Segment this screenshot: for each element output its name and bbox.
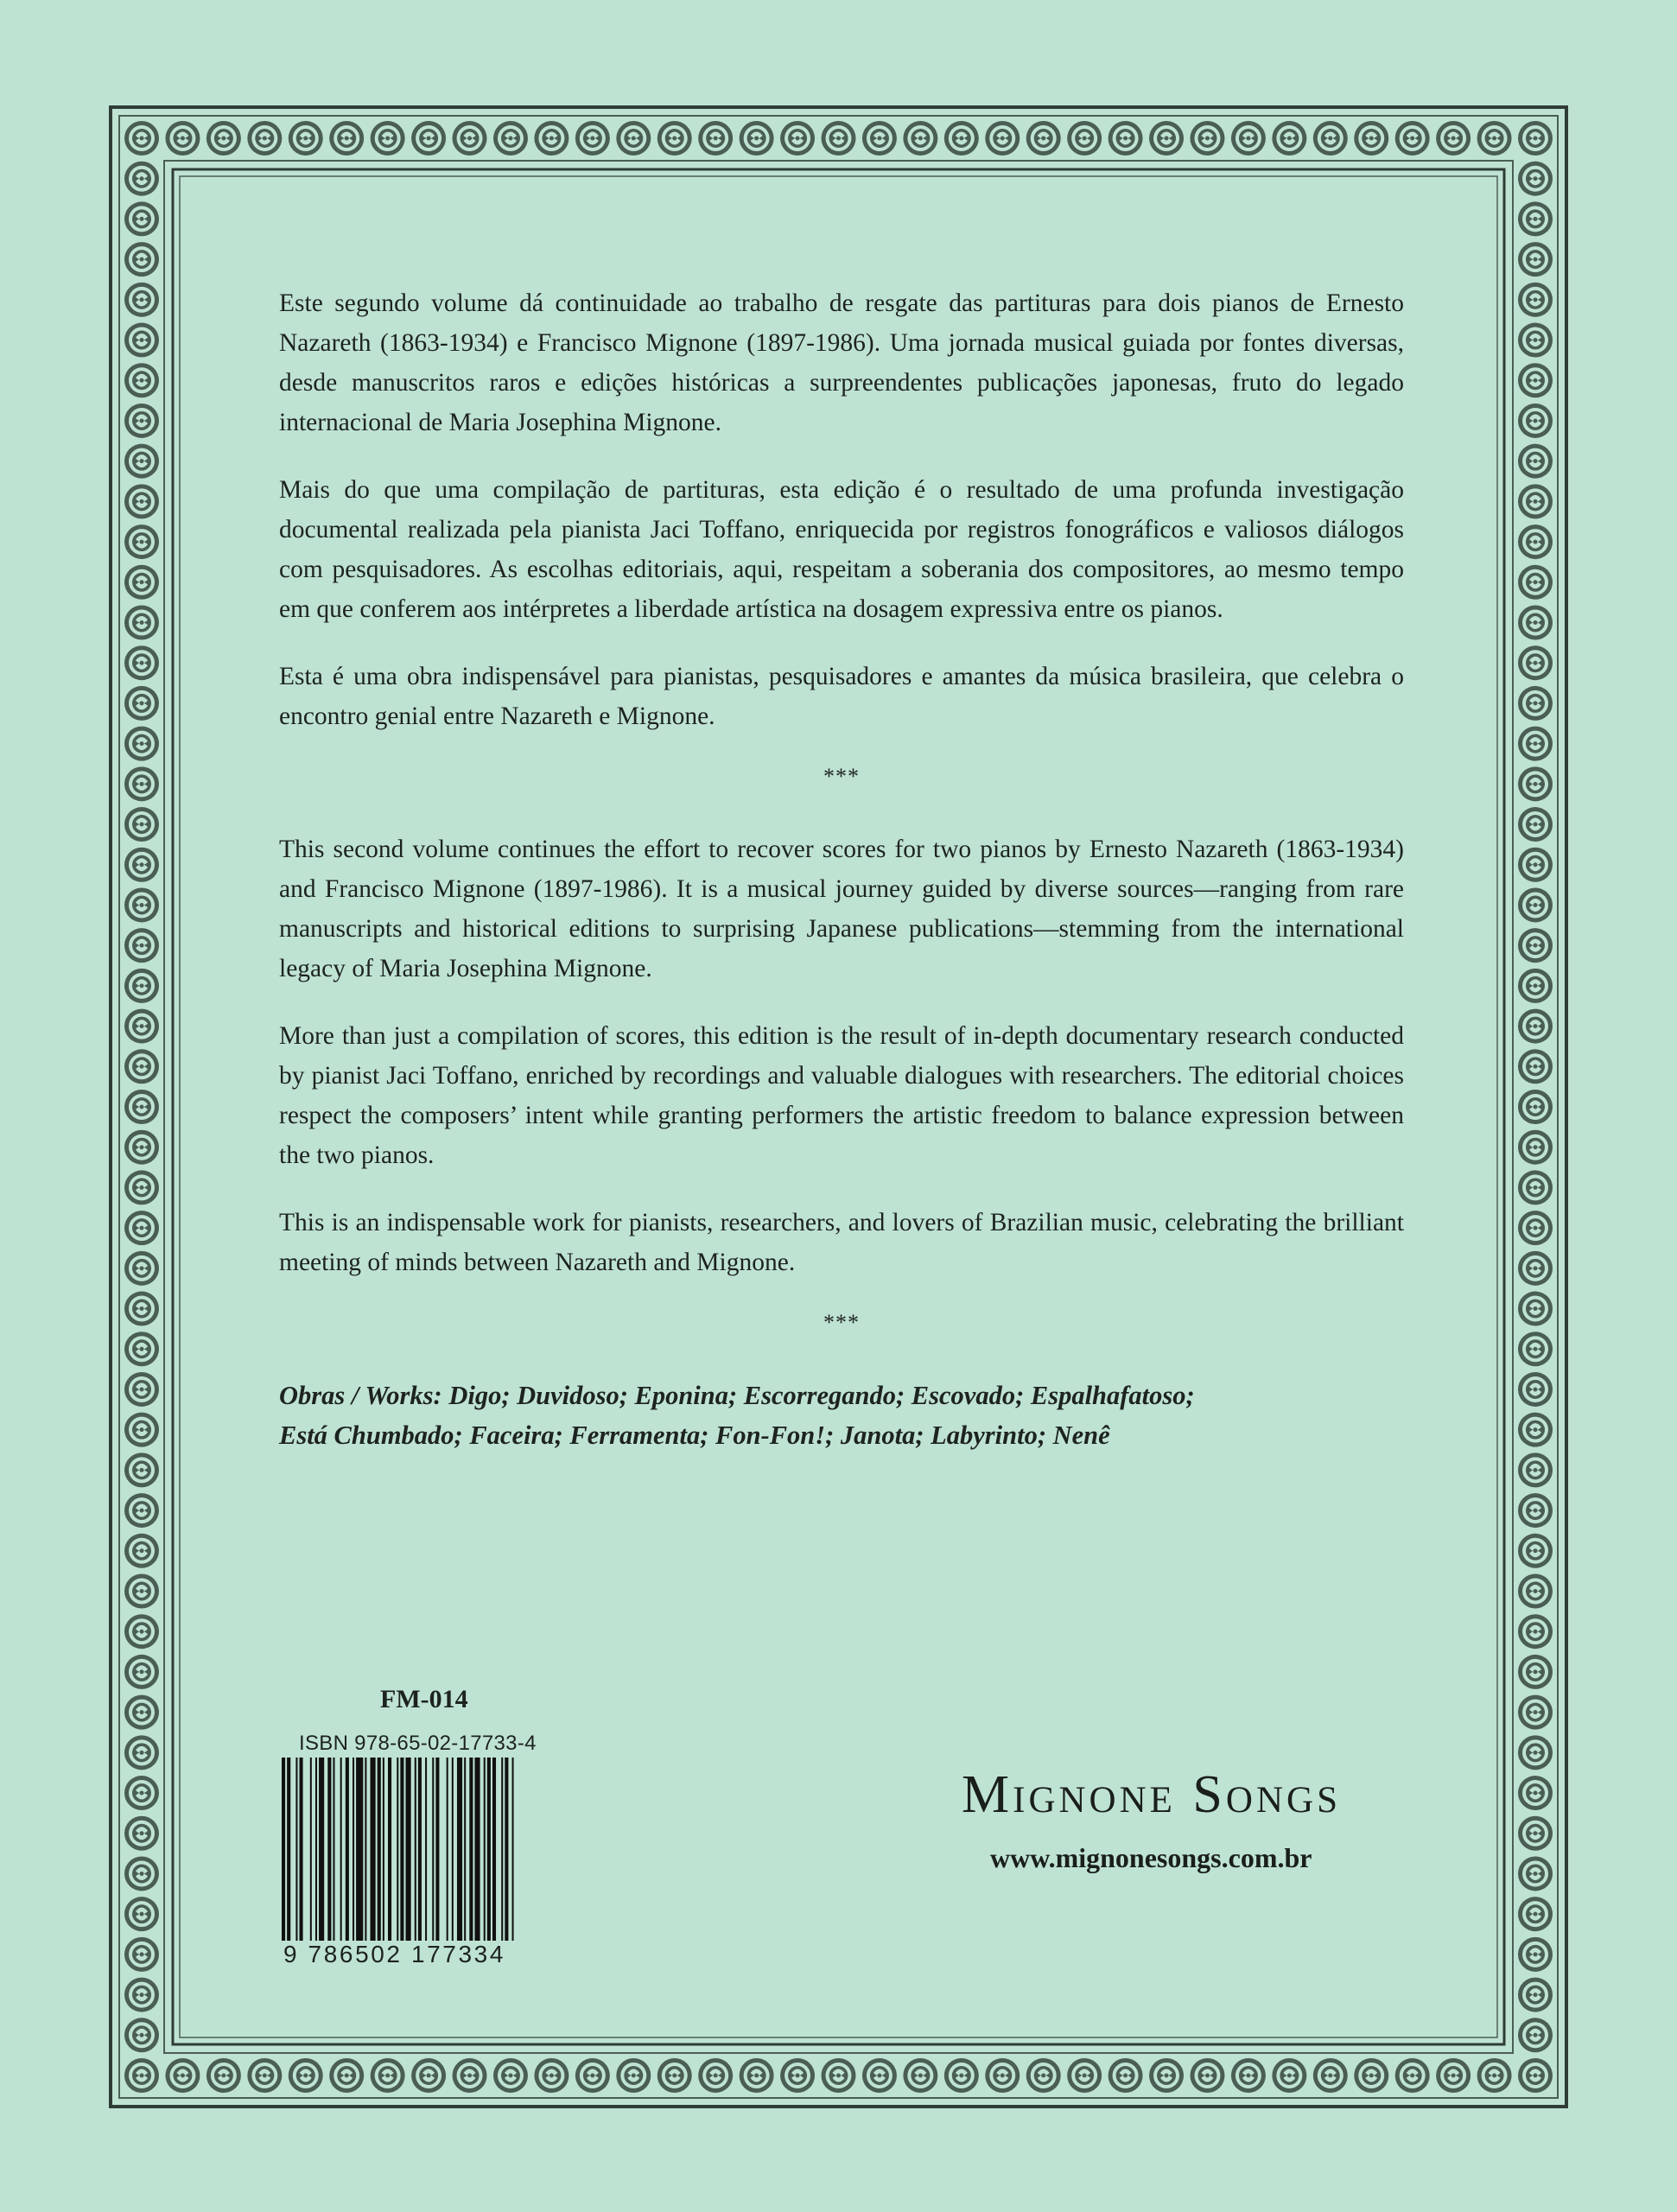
description-pt-3: Esta é uma obra indispensável para pianistas, pesquisadores e amantes da música brasileira, que celebra o encontro genial entre Nazareth e Mignone.: [279, 663, 1404, 730]
catalog-code: FM-014: [380, 1685, 468, 1713]
works-line: Está Chumbado; Faceira; Ferramenta; Fon-Fon!; Janota; Labyrinto; Nenê: [279, 1421, 1110, 1450]
works-list: [279, 1376, 1404, 1455]
section-separator: ***: [823, 764, 860, 789]
section-separator: ***: [823, 1310, 860, 1335]
description-pt-1: Este segundo volume dá continuidade ao trabalho de resgate das partituras para dois pianos de Ernesto Nazareth (1863-1934) e Francisco Mignone (1897-1986). Uma jornada musical guiada por fontes diversas, desde manuscritos raros e edições históricas a surpreendentes publicações japonesas, fruto do legado internacional de Maria Josephina Mignone.: [279, 289, 1404, 436]
description-en-1: This second volume continues the effort to recover scores for two pianos by Ernesto Nazareth (1863-1934) and Francisco Mignone (1897-1986). It is a musical journey guided by diverse sources—ranging from rare manuscripts and historical editions to surprising Japanese publications—stemming from the international legacy of Maria Josephina Mignone.: [279, 836, 1404, 982]
description-pt-2: Mais do que uma compilação de partituras, esta edição é o resultado de uma profunda investigação documental realizada pela pianista Jaci Toffano, enriquecida por registros fonográficos e valiosos diálogos com pesquisadores. As escolhas editoriais, aqui, respeitam a soberania dos compositores, ao mesmo tempo em que conferem aos intérpretes a liberdade artística na dosagem expressiva entre os pianos.: [279, 476, 1404, 623]
isbn-barcode: [280, 1758, 555, 1956]
description-en-2: More than just a compilation of scores, this edition is the result of in-depth documentary research conducted by pianist Jaci Toffano, enriched by recordings and valuable dialogues with researchers. The editorial choices respect the composers’ intent while granting performers the artistic freedom to balance expression between the two pianos.: [279, 1022, 1404, 1169]
publisher-url: www.mignonesongs.com.br: [990, 1842, 1312, 1873]
works-line: Obras / Works: Digo; Duvidoso; Eponina; Escorregando; Escovado; Espalhafatoso;: [279, 1381, 1195, 1410]
publisher-logo: Mignone Songs: [962, 1765, 1341, 1824]
barcode-digits: 9 786502 177334: [280, 1941, 562, 1968]
description-block: [279, 283, 1404, 1455]
description-en-3: This is an indispensable work for pianists, researchers, and lovers of Brazilian music, celebrating the brilliant meeting of minds between Nazareth and Mignone.: [279, 1209, 1404, 1276]
isbn-label: ISBN 978-65-02-17733-4: [299, 1732, 537, 1755]
